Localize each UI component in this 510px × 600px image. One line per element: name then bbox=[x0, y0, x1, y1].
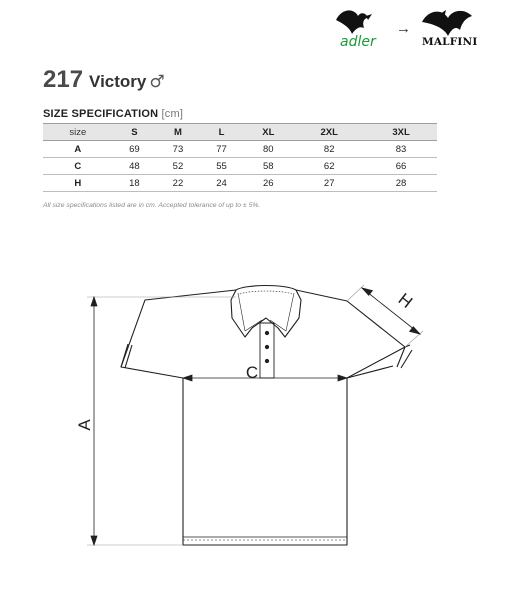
table-cell: 55 bbox=[200, 158, 244, 175]
table-header-cell: L bbox=[200, 124, 244, 141]
spec-heading bbox=[43, 108, 183, 120]
table-header-cell: M bbox=[156, 124, 200, 141]
label-c: C bbox=[245, 363, 259, 382]
malfini-logo-text: MALFINI bbox=[422, 36, 478, 48]
table-header-cell: size bbox=[43, 124, 113, 141]
table-cell: 62 bbox=[293, 158, 365, 175]
arrow-down-icon bbox=[91, 536, 97, 545]
arrow-up-icon bbox=[91, 297, 97, 306]
table-row bbox=[43, 175, 437, 192]
arrow-left-icon bbox=[183, 375, 192, 381]
table-header-cell: 3XL bbox=[365, 124, 437, 141]
dimension-a bbox=[87, 297, 236, 545]
table-cell: 22 bbox=[156, 175, 200, 192]
table-cell: 27 bbox=[293, 175, 365, 192]
arrow-right-icon: → bbox=[396, 20, 411, 37]
table-cell: H bbox=[43, 175, 113, 192]
table-cell: 26 bbox=[243, 175, 293, 192]
table-cell: 24 bbox=[200, 175, 244, 192]
arrow-up-left-icon bbox=[362, 288, 372, 295]
button-icon bbox=[265, 331, 268, 334]
polo-shirt-diagram bbox=[0, 270, 510, 600]
table-cell: 83 bbox=[365, 141, 437, 158]
tolerance-note: All size specifications listed are in cm. Accepted tolerance of up to ± 5%. bbox=[43, 202, 261, 209]
button-icon bbox=[265, 359, 268, 362]
table-cell: 28 bbox=[365, 175, 437, 192]
spec-unit: [cm] bbox=[161, 108, 184, 120]
label-a: A bbox=[75, 419, 94, 431]
right-sleeve bbox=[296, 290, 405, 378]
gender-icon: ♂ bbox=[149, 72, 165, 92]
dimension-c bbox=[183, 375, 347, 381]
table-cell: 77 bbox=[200, 141, 244, 158]
product-name: Victory bbox=[89, 72, 147, 91]
adler-logo-text: adler bbox=[340, 34, 376, 50]
label-h: H bbox=[394, 289, 417, 312]
product-code: 217 bbox=[43, 66, 84, 93]
arrow-right-icon bbox=[338, 375, 347, 381]
table-cell: 66 bbox=[365, 158, 437, 175]
left-sleeve bbox=[121, 290, 236, 378]
table-row bbox=[43, 158, 437, 175]
product-title bbox=[43, 66, 165, 94]
table-cell: 52 bbox=[156, 158, 200, 175]
table-header-cell: XL bbox=[243, 124, 293, 141]
size-table bbox=[43, 123, 437, 192]
table-cell: 82 bbox=[293, 141, 365, 158]
table-header-cell: 2XL bbox=[293, 124, 365, 141]
table-header-row bbox=[43, 124, 437, 141]
button-icon bbox=[265, 345, 268, 348]
table-header-cell: S bbox=[113, 124, 157, 141]
arrow-down-right-icon bbox=[410, 327, 420, 334]
table-cell: C bbox=[43, 158, 113, 175]
table-cell: 69 bbox=[113, 141, 157, 158]
table-cell: A bbox=[43, 141, 113, 158]
brand-logos bbox=[330, 6, 505, 56]
table-cell: 58 bbox=[243, 158, 293, 175]
table-cell: 80 bbox=[243, 141, 293, 158]
shirt-outline bbox=[183, 378, 347, 545]
table-cell: 18 bbox=[113, 175, 157, 192]
table-cell: 48 bbox=[113, 158, 157, 175]
table-row bbox=[43, 141, 437, 158]
spec-title: SIZE SPECIFICATION bbox=[43, 108, 159, 120]
table-cell: 73 bbox=[156, 141, 200, 158]
